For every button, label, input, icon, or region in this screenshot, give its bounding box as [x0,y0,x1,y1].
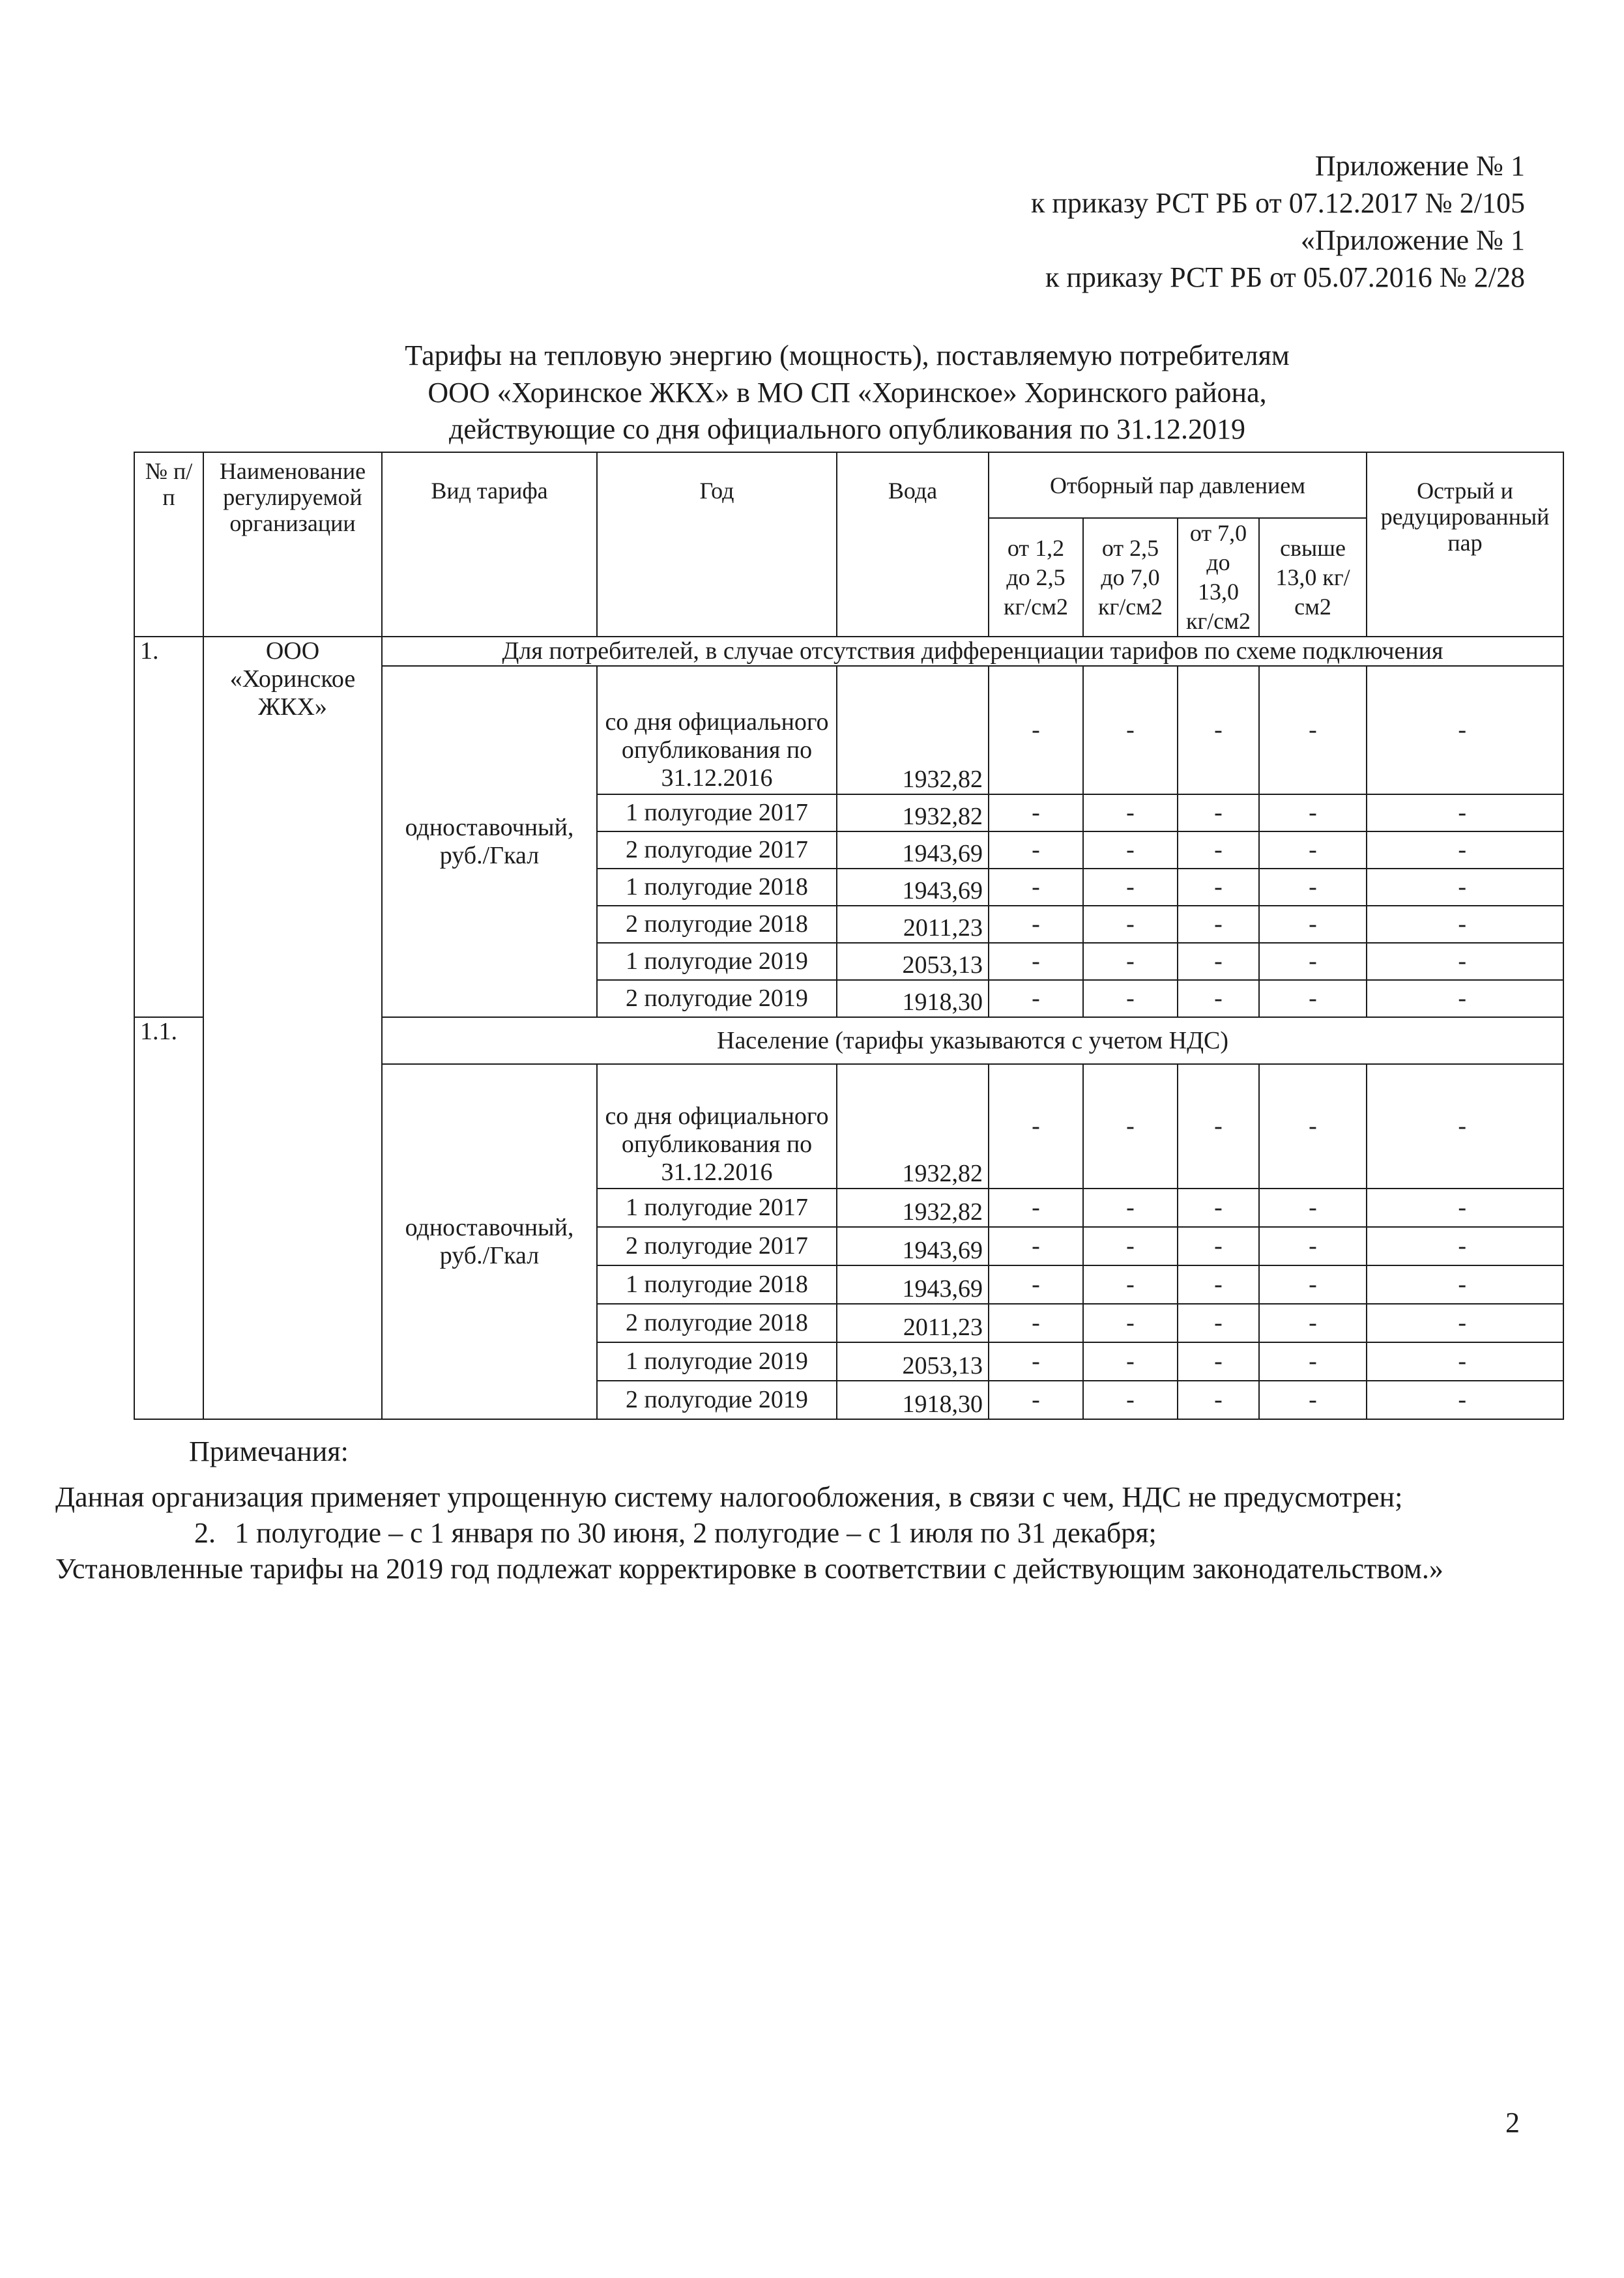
steam-tariff-cell: - [989,1381,1083,1419]
steam-tariff-cell: - [1367,869,1563,906]
steam-tariff-cell: - [1178,1265,1259,1304]
col-header-sharp-steam: Острый и редуцированный пар [1367,452,1563,637]
steam-tariff-cell: - [1367,980,1563,1017]
note-number: 2. [194,1517,216,1549]
note-text: Данная организация применяет упрощенную систему налогообложения, в связи с чем, НДС не предусмотрен; [55,1481,1403,1513]
steam-tariff-cell: - [989,980,1083,1017]
page-number: 2 [1505,2107,1520,2139]
steam-tariff-cell: - [1083,906,1178,943]
water-tariff-cell: 2011,23 [837,1304,989,1342]
steam-tariff-cell: - [1083,666,1178,794]
period-cell: 1 полугодие 2018 [597,869,837,906]
steam-tariff-cell: - [1259,831,1367,869]
steam-tariff-cell: - [1367,1342,1563,1381]
steam-tariff-cell: - [1367,831,1563,869]
period-cell: 1 полугодие 2017 [597,794,837,831]
steam-tariff-cell: - [989,831,1083,869]
steam-tariff-cell: - [989,1304,1083,1342]
steam-tariff-cell: - [989,794,1083,831]
steam-tariff-cell: - [1178,1227,1259,1265]
steam-tariff-cell: - [1259,1304,1367,1342]
col-header-steam-group: Отборный пар давлением [989,452,1367,518]
steam-tariff-cell: - [1259,1064,1367,1189]
steam-tariff-cell: - [1083,794,1178,831]
note-item [10,1479,1563,1515]
steam-tariff-cell: - [1178,869,1259,906]
steam-tariff-cell: - [1178,1304,1259,1342]
head-row [134,452,1563,518]
title-line: действующие со дня официального опубликования по 31.12.2019 [448,413,1246,445]
steam-tariff-cell: - [1178,943,1259,980]
document-title [130,338,1564,448]
steam-tariff-cell: - [1259,1342,1367,1381]
steam-tariff-cell: - [989,906,1083,943]
steam-tariff-cell: - [1178,1381,1259,1419]
col-header-pressure: от 1,2 до 2,5 кг/см2 [989,518,1083,637]
steam-tariff-cell: - [1259,869,1367,906]
col-header-num: № п/п [134,452,203,637]
tariff-type: одноставочный, руб./Гкал [382,1064,597,1419]
steam-tariff-cell: - [1259,1381,1367,1419]
tariff-table [134,452,1564,1420]
steam-tariff-cell: - [1178,794,1259,831]
water-tariff-cell: 1918,30 [837,980,989,1017]
steam-tariff-cell: - [989,1064,1083,1189]
steam-tariff-cell: - [1367,666,1563,794]
steam-tariff-cell: - [1367,906,1563,943]
notes-heading: Примечания: [189,1435,349,1467]
steam-tariff-cell: - [1083,869,1178,906]
row-number: 1.1. [134,1017,203,1419]
steam-tariff-cell: - [1083,1265,1178,1304]
water-tariff-cell: 1943,69 [837,1265,989,1304]
period-cell: 1 полугодие 2019 [597,943,837,980]
note-text: Установленные тарифы на 2019 год подлежат корректировке в соответствии с действующим законодательством.» [55,1553,1443,1585]
period-cell: 2 полугодие 2018 [597,1304,837,1342]
steam-tariff-cell: - [1178,1189,1259,1227]
steam-tariff-cell: - [1367,1304,1563,1342]
steam-tariff-cell: - [1367,794,1563,831]
steam-tariff-cell: - [1178,980,1259,1017]
steam-tariff-cell: - [1083,1304,1178,1342]
period-cell: со дня официального опубликования по 31.12.2016 [597,1064,837,1189]
period-cell: 2 полугодие 2018 [597,906,837,943]
steam-tariff-cell: - [989,1227,1083,1265]
steam-tariff-cell: - [1178,906,1259,943]
water-tariff-cell: 2011,23 [837,906,989,943]
steam-tariff-cell: - [1083,831,1178,869]
period-cell: 2 полугодие 2019 [597,1381,837,1419]
table-body [134,637,1563,1419]
steam-tariff-cell: - [1259,943,1367,980]
note-number [15,1551,55,1587]
col-header-org: Наименование регулируемой организации [203,452,382,637]
col-header-pressure: от 7,0 до 13,0 кг/см2 [1178,518,1259,637]
period-cell: 2 полугодие 2017 [597,831,837,869]
period-cell: 1 полугодие 2018 [597,1265,837,1304]
steam-tariff-cell: - [1367,1189,1563,1227]
steam-tariff-cell: - [1178,1064,1259,1189]
note-item [10,1551,1563,1587]
row-number: 1. [134,637,203,1017]
steam-tariff-cell: - [1259,1265,1367,1304]
notes [55,1434,1563,1587]
steam-tariff-cell: - [1178,666,1259,794]
steam-tariff-cell: - [1083,1064,1178,1189]
header-line: «Приложение № 1 [1300,224,1525,256]
section-caption: Население (тарифы указываются с учетом НДС) [382,1017,1563,1064]
section-caption: Для потребителей, в случае отсутствия дифференциации тарифов по схеме подключения [382,637,1563,666]
steam-tariff-cell: - [1367,1381,1563,1419]
water-tariff-cell: 1932,82 [837,1189,989,1227]
header-line: Приложение № 1 [1314,150,1525,182]
section-header-row [134,637,1563,666]
table-head [134,452,1563,637]
steam-tariff-cell: - [1367,1227,1563,1265]
steam-tariff-cell: - [1367,1064,1563,1189]
period-cell: 1 полугодие 2017 [597,1189,837,1227]
period-cell: 1 полугодие 2019 [597,1342,837,1381]
header-line: к приказу РСТ РБ от 05.07.2016 № 2/28 [1045,261,1525,293]
organization-name: ООО «Хоринское ЖКХ» [203,637,382,1419]
steam-tariff-cell: - [989,666,1083,794]
header-line: к приказу РСТ РБ от 07.12.2017 № 2/105 [1031,187,1525,219]
steam-tariff-cell: - [989,1265,1083,1304]
steam-tariff-cell: - [989,1342,1083,1381]
period-cell: 2 полугодие 2019 [597,980,837,1017]
steam-tariff-cell: - [1259,980,1367,1017]
period-cell: 2 полугодие 2017 [597,1227,837,1265]
water-tariff-cell: 1918,30 [837,1381,989,1419]
water-tariff-cell: 1943,69 [837,831,989,869]
water-tariff-cell: 1943,69 [837,1227,989,1265]
water-tariff-cell: 1932,82 [837,666,989,794]
col-header-pressure: свыше 13,0 кг/см2 [1259,518,1367,637]
steam-tariff-cell: - [1083,943,1178,980]
steam-tariff-cell: - [1083,1342,1178,1381]
col-header-year: Год [597,452,837,637]
steam-tariff-cell: - [1367,1265,1563,1304]
title-line: ООО «Хоринское ЖКХ» в МО СП «Хоринское» Хоринского района, [428,376,1267,409]
note-text: 1 полугодие – с 1 января по 30 июня, 2 полугодие – с 1 июля по 31 декабря; [235,1517,1157,1549]
steam-tariff-cell: - [989,869,1083,906]
water-tariff-cell: 1932,82 [837,1064,989,1189]
col-header-tariff-type: Вид тарифа [382,452,597,637]
notes-list [55,1479,1563,1587]
steam-tariff-cell: - [1178,1342,1259,1381]
steam-tariff-cell: - [1259,1189,1367,1227]
steam-tariff-cell: - [1259,1227,1367,1265]
period-cell: со дня официального опубликования по 31.12.2016 [597,666,837,794]
note-item [189,1515,1563,1551]
water-tariff-cell: 2053,13 [837,943,989,980]
steam-tariff-cell: - [989,943,1083,980]
col-header-pressure: от 2,5 до 7,0 кг/см2 [1083,518,1178,637]
title-line: Тарифы на тепловую энергию (мощность), поставляемую потребителям [405,339,1290,371]
water-tariff-cell: 1932,82 [837,794,989,831]
steam-tariff-cell: - [1083,980,1178,1017]
water-tariff-cell: 2053,13 [837,1342,989,1381]
steam-tariff-cell: - [1083,1381,1178,1419]
tariff-type: одноставочный, руб./Гкал [382,666,597,1017]
steam-tariff-cell: - [1083,1227,1178,1265]
steam-tariff-cell: - [1259,906,1367,943]
steam-tariff-cell: - [989,1189,1083,1227]
steam-tariff-cell: - [1083,1189,1178,1227]
col-header-water: Вода [837,452,989,637]
appendix-header [613,147,1525,296]
note-number [15,1479,55,1515]
steam-tariff-cell: - [1367,943,1563,980]
steam-tariff-cell: - [1259,666,1367,794]
steam-tariff-cell: - [1259,794,1367,831]
steam-tariff-cell: - [1178,831,1259,869]
water-tariff-cell: 1943,69 [837,869,989,906]
